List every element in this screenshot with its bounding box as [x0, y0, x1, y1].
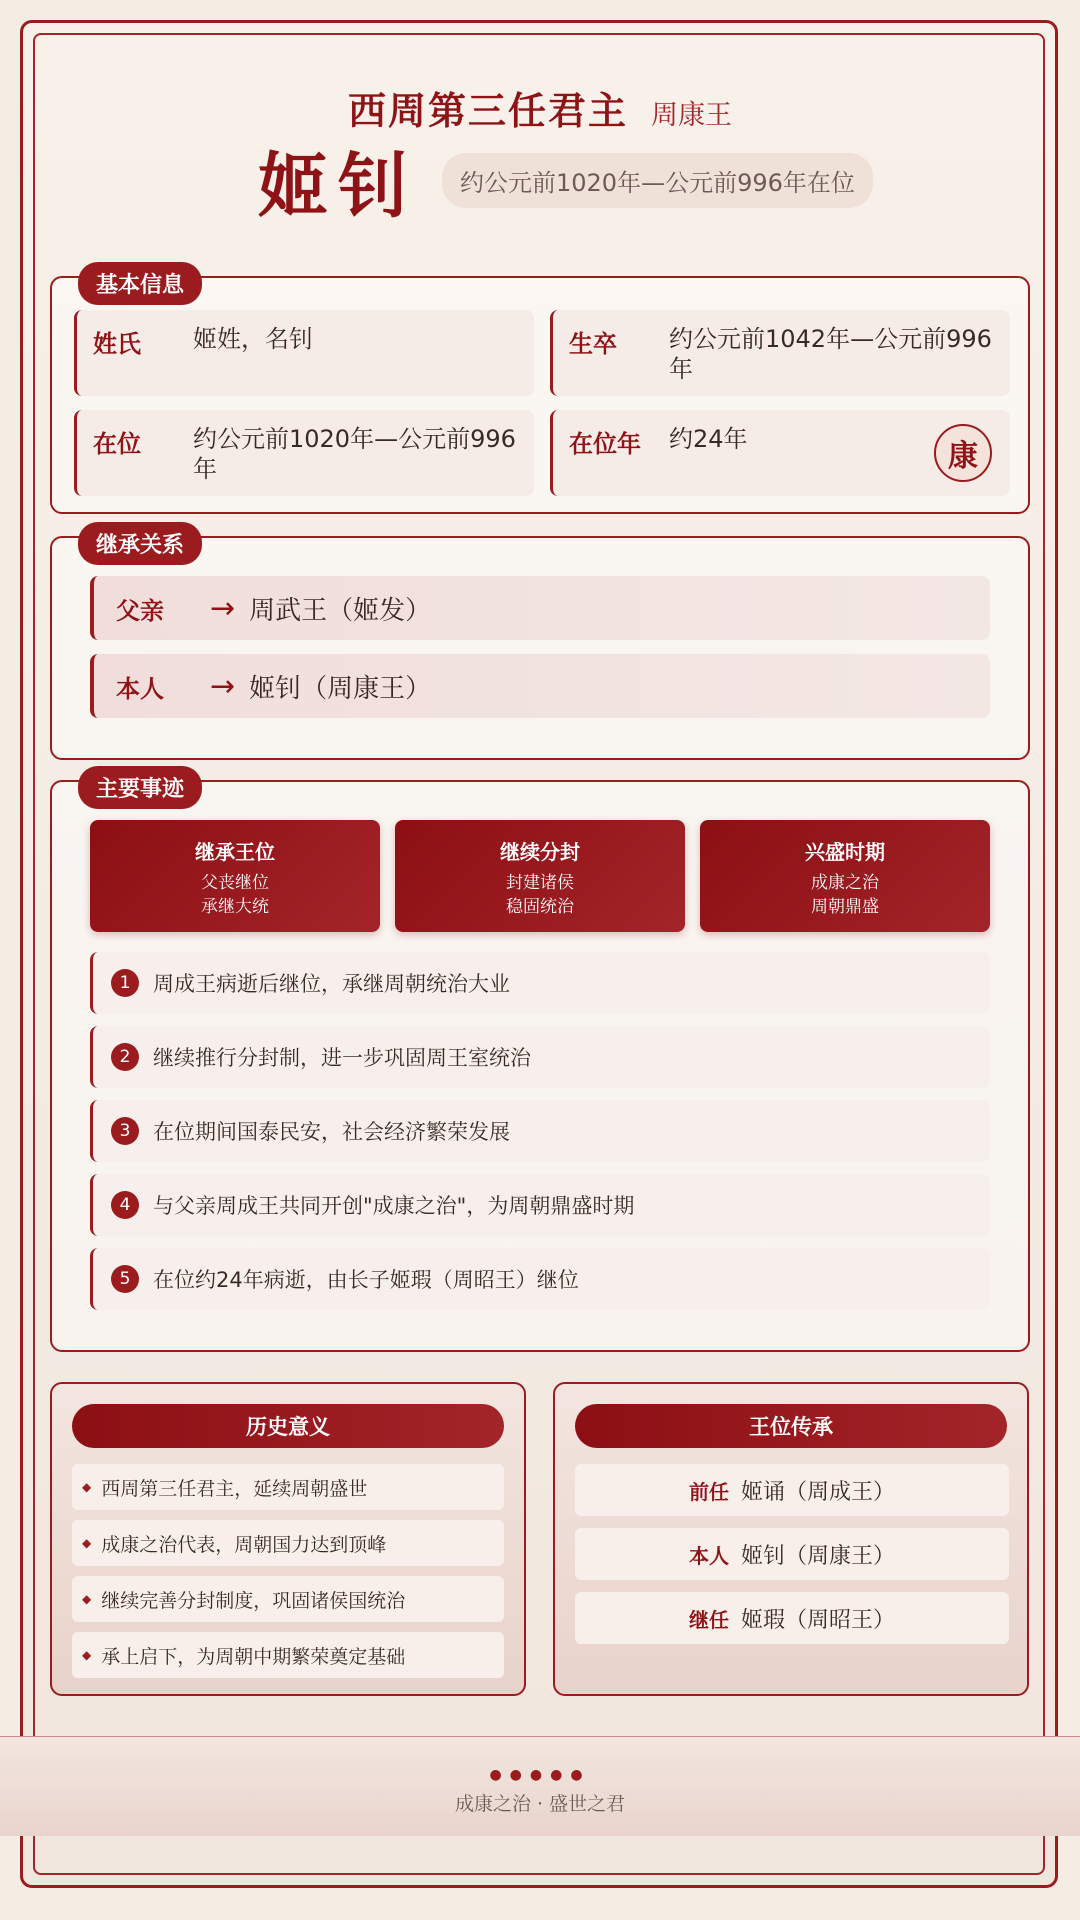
decorative-dots-icon: ●●●●●: [489, 1767, 591, 1783]
page-title: 西周第三任君主: [347, 89, 628, 133]
diamond-bullet-icon: ◆: [82, 1592, 92, 1606]
feature-card-enfeoff: [395, 820, 685, 932]
event-text: 继续推行分封制，进一步巩固周王室统治: [153, 1046, 531, 1070]
feature-line: 周朝鼎盛: [811, 897, 879, 917]
feature-card-prosperity: [700, 820, 990, 932]
footer: [0, 1736, 1080, 1836]
succession-value: 姬钊（周康王）: [249, 673, 432, 704]
diamond-bullet-icon: ◆: [82, 1480, 92, 1494]
panel-title: 历史意义: [72, 1404, 504, 1448]
throne-item-predecessor: [575, 1464, 1009, 1516]
basic-info-section: [50, 273, 1030, 514]
throne-value: 姬钊（周康王）: [740, 1543, 895, 1569]
ruler-name: 姬钊: [258, 145, 418, 227]
info-card-reign: [74, 410, 534, 496]
event-item: [90, 1026, 990, 1088]
feature-line: 承继大统: [201, 897, 269, 917]
event-number: 1: [111, 969, 139, 997]
event-number: 2: [111, 1043, 139, 1071]
arrow-right-icon: →: [210, 590, 236, 626]
info-value: 约公元前1042年—公元前996年: [669, 325, 992, 383]
footer-slogan: 成康之治 · 盛世之君: [454, 1793, 626, 1815]
reign-period-badge: 约公元前1020年—公元前996年在位: [442, 153, 873, 208]
event-item: [90, 1174, 990, 1236]
event-text: 周成王病逝后继位，承继周朝统治大业: [153, 972, 510, 996]
succession-key: 父亲: [116, 596, 164, 625]
header: [0, 80, 1080, 135]
info-value: 姬姓，名钊: [193, 325, 313, 353]
throne-key: 前任: [688, 1479, 729, 1504]
section-tag-basic: 基本信息: [78, 262, 202, 305]
info-key: 在位: [93, 430, 141, 458]
section-tag-deeds: 主要事迹: [78, 766, 202, 809]
significance-panel: [50, 1382, 526, 1696]
significance-item: [72, 1520, 504, 1566]
panel-title: 王位传承: [575, 1404, 1007, 1448]
event-text: 在位期间国泰民安，社会经济繁荣发展: [153, 1120, 510, 1144]
feature-line: 成康之治: [811, 873, 879, 893]
succession-value: 周武王（姬发）: [249, 595, 432, 626]
section-tag-succession: 继承关系: [78, 522, 202, 565]
event-number: 4: [111, 1191, 139, 1219]
info-value: 约公元前1020年—公元前996年: [193, 425, 516, 483]
event-item: [90, 1100, 990, 1162]
event-text: 在位约24年病逝，由长子姬瑕（周昭王）继位: [153, 1268, 579, 1292]
significance-text: 西周第三任君主，延续周朝盛世: [101, 1477, 368, 1500]
event-number: 5: [111, 1265, 139, 1293]
throne-panel: [553, 1382, 1029, 1696]
event-item: [90, 952, 990, 1014]
significance-text: 承上启下，为周朝中期繁荣奠定基础: [101, 1645, 406, 1668]
significance-text: 继续完善分封制度，巩固诸侯国统治: [101, 1589, 406, 1612]
throne-key: 继任: [688, 1607, 729, 1632]
page-subtitle: 周康王: [651, 100, 733, 131]
throne-key: 本人: [688, 1543, 729, 1568]
feature-title: 继续分封: [500, 840, 580, 864]
succession-key: 本人: [116, 674, 164, 703]
feature-line: 封建诸侯: [506, 873, 574, 893]
info-key: 生卒: [569, 330, 617, 358]
event-number: 3: [111, 1117, 139, 1145]
feature-line: 父丧继位: [201, 873, 269, 893]
info-card-reign-years: [550, 410, 1010, 496]
event-item: [90, 1248, 990, 1310]
significance-item: [72, 1576, 504, 1622]
throne-value: 姬瑕（周昭王）: [740, 1607, 895, 1633]
seal-icon: 康: [934, 424, 992, 482]
info-card-lifespan: [550, 310, 1010, 396]
significance-item: [72, 1464, 504, 1510]
info-key: 在位年: [569, 430, 641, 458]
succession-section: [50, 533, 1030, 760]
throne-item-self: [575, 1528, 1009, 1580]
feature-title: 兴盛时期: [805, 840, 885, 864]
feature-title: 继承王位: [195, 840, 275, 864]
throne-value: 姬诵（周成王）: [740, 1479, 895, 1505]
diamond-bullet-icon: ◆: [82, 1536, 92, 1550]
info-card-surname: [74, 310, 534, 396]
feature-line: 稳固统治: [506, 897, 574, 917]
deeds-section: [50, 777, 1030, 1352]
info-value: 约24年: [669, 425, 748, 453]
event-text: 与父亲周成王共同开创"成康之治"，为周朝鼎盛时期: [153, 1194, 635, 1218]
succession-row-father: [90, 576, 990, 640]
info-key: 姓氏: [93, 330, 141, 358]
succession-row-self: [90, 654, 990, 718]
throne-item-successor: [575, 1592, 1009, 1644]
diamond-bullet-icon: ◆: [82, 1648, 92, 1662]
name-row: [258, 130, 873, 231]
significance-item: [72, 1632, 504, 1678]
arrow-right-icon: →: [210, 668, 236, 704]
feature-card-inherit: [90, 820, 380, 932]
significance-text: 成康之治代表，周朝国力达到顶峰: [101, 1533, 387, 1556]
